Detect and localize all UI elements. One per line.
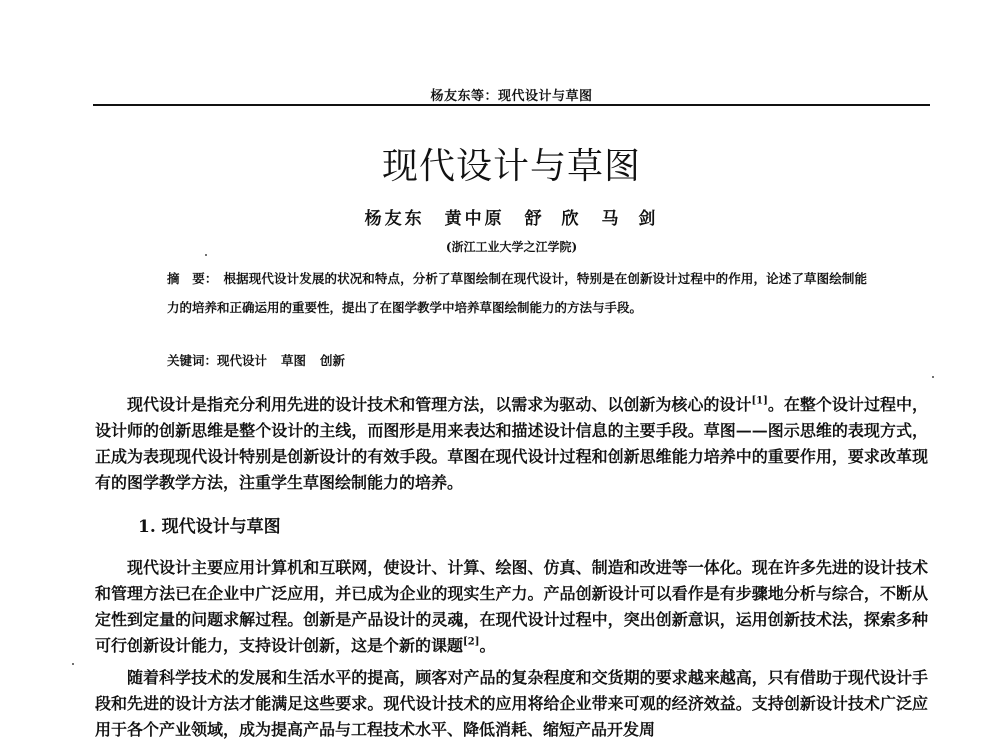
- intro-text-part2: 。在整个设计过程中，设计师的创新思维是整个设计的主线，而图形是用来表达和描述设计信息的主要手段。草图——图示思维的表现方式，正成为表现现代设计特别是创新设计的有效手段。草图在现代设计过程和创新思维能力培养中的重要作用，要求改革现有的图学教学方法，注重学生草图绘制能力的培养。: [95, 395, 928, 492]
- scan-speck: [932, 376, 934, 378]
- abstract: [167, 264, 867, 322]
- scan-speck: [205, 254, 207, 256]
- paper-title: 现代设计与草图: [381, 146, 641, 187]
- scan-speck: [72, 663, 74, 665]
- section1-para1-part1: 现代设计主要应用计算机和互联网，使设计、计算、绘图、仿真、制造和改进等一体化。现在许多先进的设计技术和管理方法已在企业中广泛应用，并已成为企业的现实生产力。产品创新设计可以看作是有步骤地分析与综合，不断从定性到定量的问题求解过程。创新是产品设计的灵魂，在现代设计过程中，突出创新意识，运用创新技术法，探索多种可行创新设计能力，支持设计创新，这是个新的课题: [95, 558, 928, 655]
- running-header: 杨友东等：现代设计与草图: [430, 89, 593, 104]
- keywords-label: 关键词：: [167, 353, 218, 368]
- section1-paragraph-1: [95, 555, 928, 659]
- intro-text-part1: 现代设计是指充分利用先进的设计技术和管理方法，以需求为驱动、以创新为核心的设计: [127, 395, 752, 414]
- intro-paragraph: [95, 392, 928, 496]
- header-rule: [93, 104, 930, 106]
- author-list: 杨友东 黄中原 舒 欣 马 剑: [364, 209, 659, 229]
- keyword: 草图: [281, 353, 307, 368]
- abstract-label: 摘 要：: [167, 271, 218, 286]
- citation-2: [2]: [463, 636, 480, 648]
- keyword: 现代设计: [217, 353, 268, 368]
- affiliation: (浙江工业大学之江学院): [445, 240, 578, 254]
- keywords: [167, 350, 867, 372]
- citation-1: [1]: [751, 395, 768, 407]
- section1-para1-part2: 。: [479, 636, 496, 655]
- abstract-text: 根据现代设计发展的状况和特点，分析了草图绘制在现代设计，特别是在创新设计过程中的作用，论述了草图绘制能力的培养和正确运用的重要性，提出了在图学教学中培养草图绘制能力的方法与手段。: [167, 271, 867, 315]
- section1-paragraph-2: 随着科学技术的发展和生活水平的提高，顾客对产品的复杂程度和交货期的要求越来越高，只有借助于现代设计手段和先进的设计方法才能满足这些要求。现代设计技术的应用将给企业带来可观的经济效益。支持创新设计技术广泛应用于各个产业领域，成为提高产品与工程技术水平、降低消耗、缩短产品开发周: [95, 668, 928, 739]
- keyword: 创新: [320, 353, 346, 368]
- section-heading: 1. 现代设计与草图: [138, 517, 281, 537]
